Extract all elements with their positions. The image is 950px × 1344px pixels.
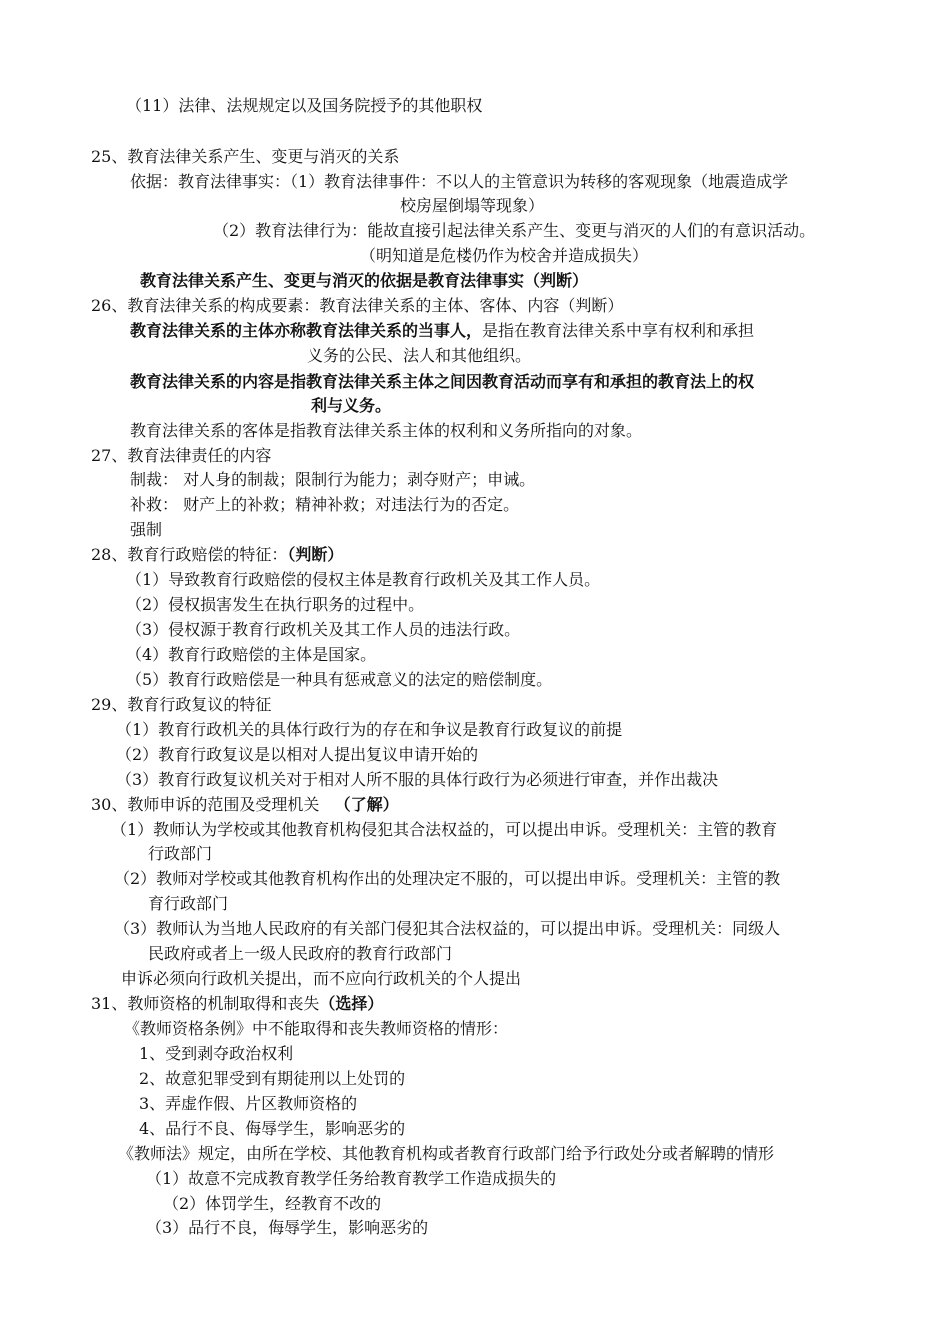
section-27-heading: 27、教育法律责任的内容 (91, 446, 272, 465)
section-31-law: 《教师法》规定，由所在学校、其他教育机构或者教育行政部门给予行政处分或者解聘的情形 (118, 1144, 775, 1163)
section-30-heading (91, 793, 399, 817)
section-26-object: 教育法律关系的客体是指教育法律关系主体的权利和义务所指向的对象。 (130, 421, 643, 440)
section-26-content-line1: 教育法律关系的内容是指教育法律关系主体之间因教育活动而享有和承担的教育法上的权 (130, 372, 755, 391)
section-26-subject-line2: 义务的公民、法人和其他组织。 (307, 346, 532, 365)
section-30-item1-line1: （1）教师认为学校或其他教育机构侵犯其合法权益的，可以提出申诉。受理机关：主管的教育 (111, 820, 778, 839)
section-25-act-line2: （明知道是危楼仍作为校舍并造成损失） (360, 246, 649, 265)
section-27-remedy: 补救： 财产上的补救；精神补救；对违法行为的否定。 (130, 495, 520, 514)
section-28-heading-text: 28、教育行政赔偿的特征： (91, 545, 288, 564)
section-31-regulation: 《教师资格条例》中不能取得和丧失教师资格的情形： (124, 1019, 509, 1038)
section-31-tag: （选择） (319, 994, 384, 1013)
section-28-item: （1）导致教育行政赔偿的侵权主体是教育行政机关及其工作人员。 (126, 570, 601, 589)
section-30-tag: （了解） (334, 795, 399, 814)
subject-bold-text: 教育法律关系的主体亦称教育法律关系的当事人， (130, 321, 483, 340)
section-25-act-line1: （2）教育法律行为：能故直接引起法律关系产生、变更与消灭的人们的有意识活动。 (213, 221, 816, 240)
law-item: （3）品行不良，侮辱学生，影响恶劣的 (146, 1218, 429, 1237)
section-30-item2-line2: 育行政部门 (148, 894, 229, 913)
section-28-tag: （判断） (287, 545, 344, 564)
subject-rest-text: 是指在教育法律关系中享有权利和承担 (482, 321, 755, 340)
section-29-item: （3）教育行政复议机关对于相对人所不服的具体行政行为必须进行审查，并作出裁决 (116, 770, 719, 789)
section-30-heading-text: 30、教师申诉的范围及受理机关 (91, 795, 320, 814)
regulation-item: 1、受到剥夺政治权利 (139, 1044, 294, 1063)
section-26-content-line2: 利与义务。 (311, 396, 392, 415)
section-25-basis-line2: 校房屋倒塌等现象） (400, 196, 545, 215)
section-26-heading: 26、教育法律关系的构成要素：教育法律关系的主体、客体、内容（判断） (91, 296, 624, 315)
section-30-item2-line1: （2）教师对学校或其他教育机构作出的处理决定不服的，可以提出申诉。受理机关：主管的教 (114, 869, 781, 888)
section-28-item: （3）侵权源于教育行政机关及其工作人员的违法行政。 (126, 620, 521, 639)
section-25-basis-line1: 依据：教育法律事实：（1）教育法律事件：不以人的主管意识为转移的客观现象（地震造成学 (130, 172, 789, 191)
regulation-item: 3、弄虚作假、片区教师资格的 (139, 1094, 358, 1113)
section-30-note: 申诉必须向行政机关提出，而不应向行政机关的个人提出 (121, 969, 522, 988)
section-31-heading (91, 992, 383, 1016)
law-item: （2）体罚学生，经教育不改的 (163, 1194, 382, 1213)
section-31-heading-text: 31、教师资格的机制取得和丧失 (91, 994, 320, 1013)
section-30-item1-line2: 行政部门 (148, 844, 213, 863)
section-30-item3-line2: 民政府或者上一级人民政府的教育行政部门 (148, 944, 453, 963)
section-28-item: （4）教育行政赔偿的主体是国家。 (126, 645, 377, 664)
section-28-item: （5）教育行政赔偿是一种具有惩戒意义的法定的赔偿制度。 (126, 670, 553, 689)
regulation-item: 4、品行不良、侮辱学生，影响恶劣的 (139, 1119, 406, 1138)
section-25-heading: 25、教育法律关系产生、变更与消灭的关系 (91, 147, 400, 166)
section-29-heading: 29、教育行政复议的特征 (91, 695, 272, 714)
section-28-heading (91, 543, 343, 567)
section-27-force: 强制 (130, 520, 163, 539)
regulation-item: 2、故意犯罪受到有期徒刑以上处罚的 (139, 1069, 406, 1088)
section-30-item3-line1: （3）教师认为当地人民政府的有关部门侵犯其合法权益的，可以提出申诉。受理机关：同级人 (114, 919, 781, 938)
section-26-subject-line1 (130, 319, 754, 343)
section-28-item: （2）侵权损害发生在执行职务的过程中。 (126, 595, 425, 614)
section-27-sanction: 制裁： 对人身的制裁；限制行为能力；剥夺财产；申诫。 (130, 470, 536, 489)
law-item: （1）故意不完成教育教学任务给教育教学工作造成损失的 (146, 1169, 557, 1188)
item-11: （11）法律、法规规定以及国务院授予的其他职权 (126, 96, 483, 115)
section-29-item: （2）教育行政复议是以相对人提出复议申请开始的 (116, 745, 479, 764)
section-29-item: （1）教育行政机关的具体行政行为的存在和争议是教育行政复议的前提 (116, 720, 623, 739)
section-25-bold-note: 教育法律关系产生、变更与消灭的依据是教育法律事实（判断） (140, 271, 589, 290)
